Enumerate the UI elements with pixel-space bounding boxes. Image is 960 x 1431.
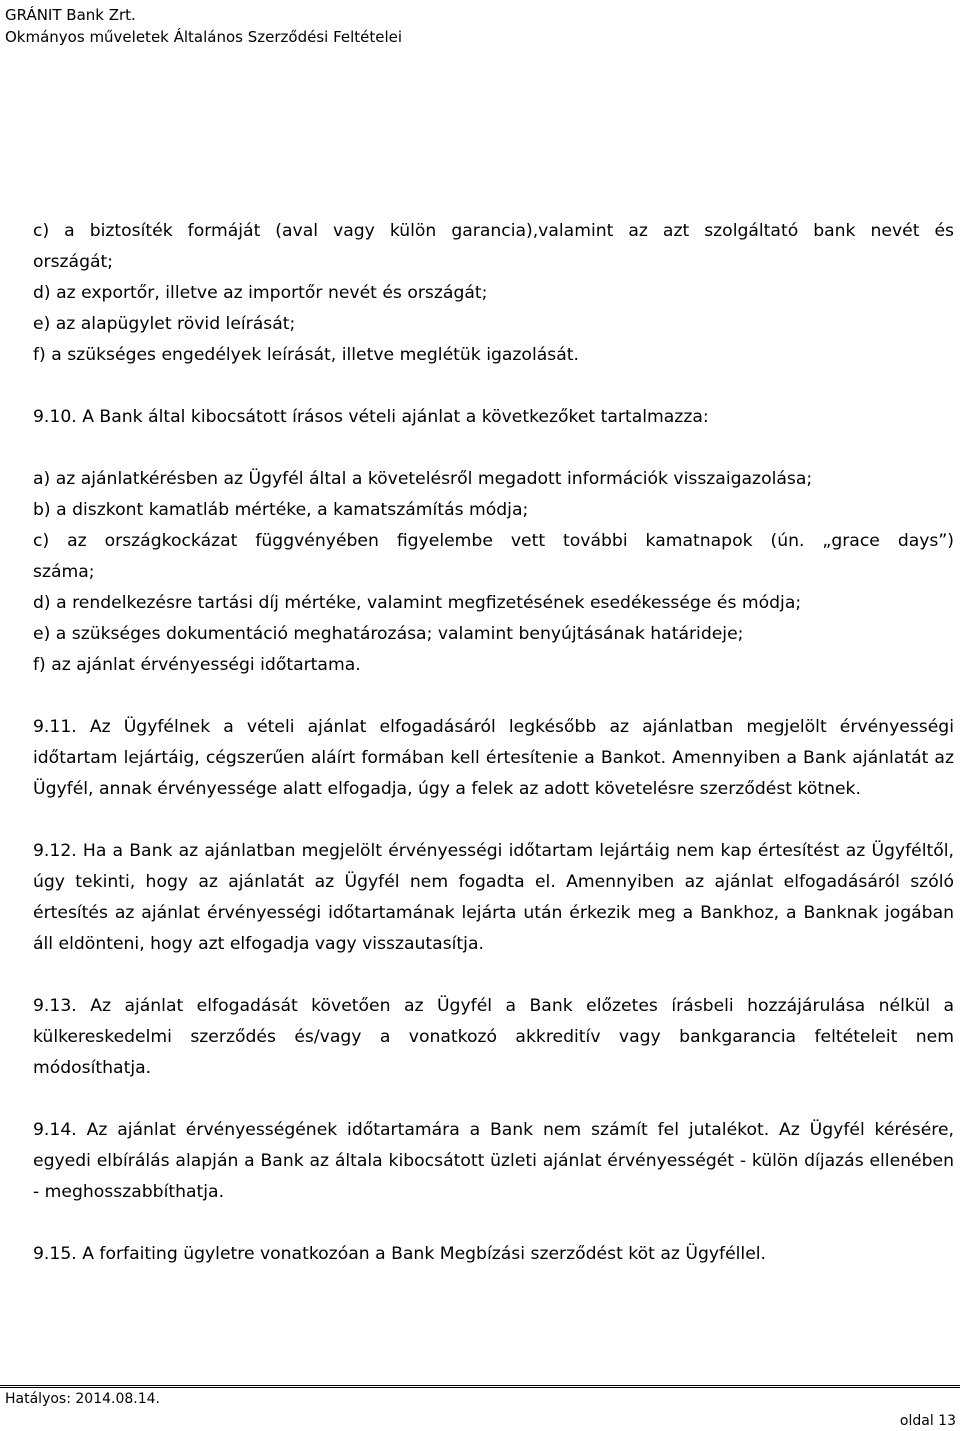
section-9-10-item-c: c) az országkockázat függvényében figyelembe vett további kamatnapok (ún. „grace days”) [33, 531, 954, 551]
list-item-f: f) a szükséges engedélyek leírását, illetve meglétük igazolását. [33, 345, 579, 365]
list-item-c: c) a biztosíték formáját (aval vagy külön garancia),valamint az azt szolgáltató bank nevét és [33, 221, 954, 241]
paragraph-9-15: 9.15. A forfaiting ügyletre vonatkozóan a Bank Megbízási szerződést köt az Ügyféllel. [33, 1244, 767, 1264]
list-item-c-cont: országát; [33, 252, 114, 272]
page-number: oldal 13 [899, 1413, 956, 1429]
section-9-10-intro: 9.10. A Bank által kibocsátott írásos vételi ajánlat a következőket tartalmazza: [33, 407, 709, 427]
section-9-10-item-f: f) az ajánlat érvényességi időtartama. [33, 655, 361, 675]
section-9-10-item-c-cont: száma; [33, 562, 95, 582]
page-header [5, 4, 402, 48]
paragraph-9-12: 9.12. Ha a Bank az ajánlatban megjelölt érvényességi időtartam lejártáig nem kap értesítést az Ügyféltől, úgy tekinti, hogy az ajánlatát az Ügyfél nem fogadta el. Amennyiben az ajánlat elfogadásáról szóló értesítés az ajánlat érvényességi időtartamának lejárta után érkezik meg a Bankhoz, a Banknak jogában áll eldönteni, hogy azt elfogadja vagy visszautasítja. [33, 841, 954, 954]
spacer [33, 805, 954, 836]
section-9-10-item-a: a) az ajánlatkérésben az Ügyfél által a követelésről megadott információk visszaigazolása; [33, 469, 813, 489]
section-9-10-item-e: e) a szükséges dokumentáció meghatározása; valamint benyújtásának határideje; [33, 624, 744, 644]
paragraph-9-11: 9.11. Az Ügyfélnek a vételi ajánlat elfogadásáról legkésőbb az ajánlatban megjelölt érvényességi időtartam lejártáig, cégszerűen aláírt formában kell értesítenie a Bankot. Amennyiben a Bank ajánlatát az Ügyfél, annak érvényessége alatt elfogadja, úgy a felek az adott követelésre szerződést kötnek. [33, 717, 954, 799]
list-item-e: e) az alapügylet rövid leírását; [33, 314, 296, 334]
paragraph-9-13: 9.13. Az ajánlat elfogadását követően az Ügyfél a Bank előzetes írásbeli hozzájárulása nélkül a külkereskedelmi szerződés és/vagy a vonatkozó akkreditív vagy bankgarancia feltételeit nem módosíthatja. [33, 996, 954, 1078]
section-9-10-item-d: d) a rendelkezésre tartási díj mértéke, valamint megfizetésének esedékessége és módja; [33, 593, 802, 613]
document-title: Okmányos műveletek Általános Szerződési Feltételei [5, 28, 403, 46]
spacer [33, 681, 954, 712]
footer-divider [0, 1385, 960, 1388]
paragraph-9-14: 9.14. Az ajánlat érvényességének időtartamára a Bank nem számít fel jutalékot. Az Ügyfél kérésére, egyedi elbírálás alapján a Bank az általa kibocsátott üzleti ajánlat érvényességét - külön díjazás ellenében - meghosszabbíthatja. [33, 1120, 954, 1202]
spacer [33, 960, 954, 991]
effective-date: Hatályos: 2014.08.14. [5, 1391, 160, 1407]
section-9-10-item-b: b) a diszkont kamatláb mértéke, a kamatszámítás módja; [33, 500, 529, 520]
spacer [33, 371, 954, 402]
spacer [33, 1084, 954, 1115]
spacer [33, 1208, 954, 1239]
list-item-d: d) az exportőr, illetve az importőr nevét és országát; [33, 283, 488, 303]
spacer [33, 433, 954, 464]
company-name: GRÁNIT Bank Zrt. [5, 6, 136, 24]
document-body [33, 216, 954, 1270]
